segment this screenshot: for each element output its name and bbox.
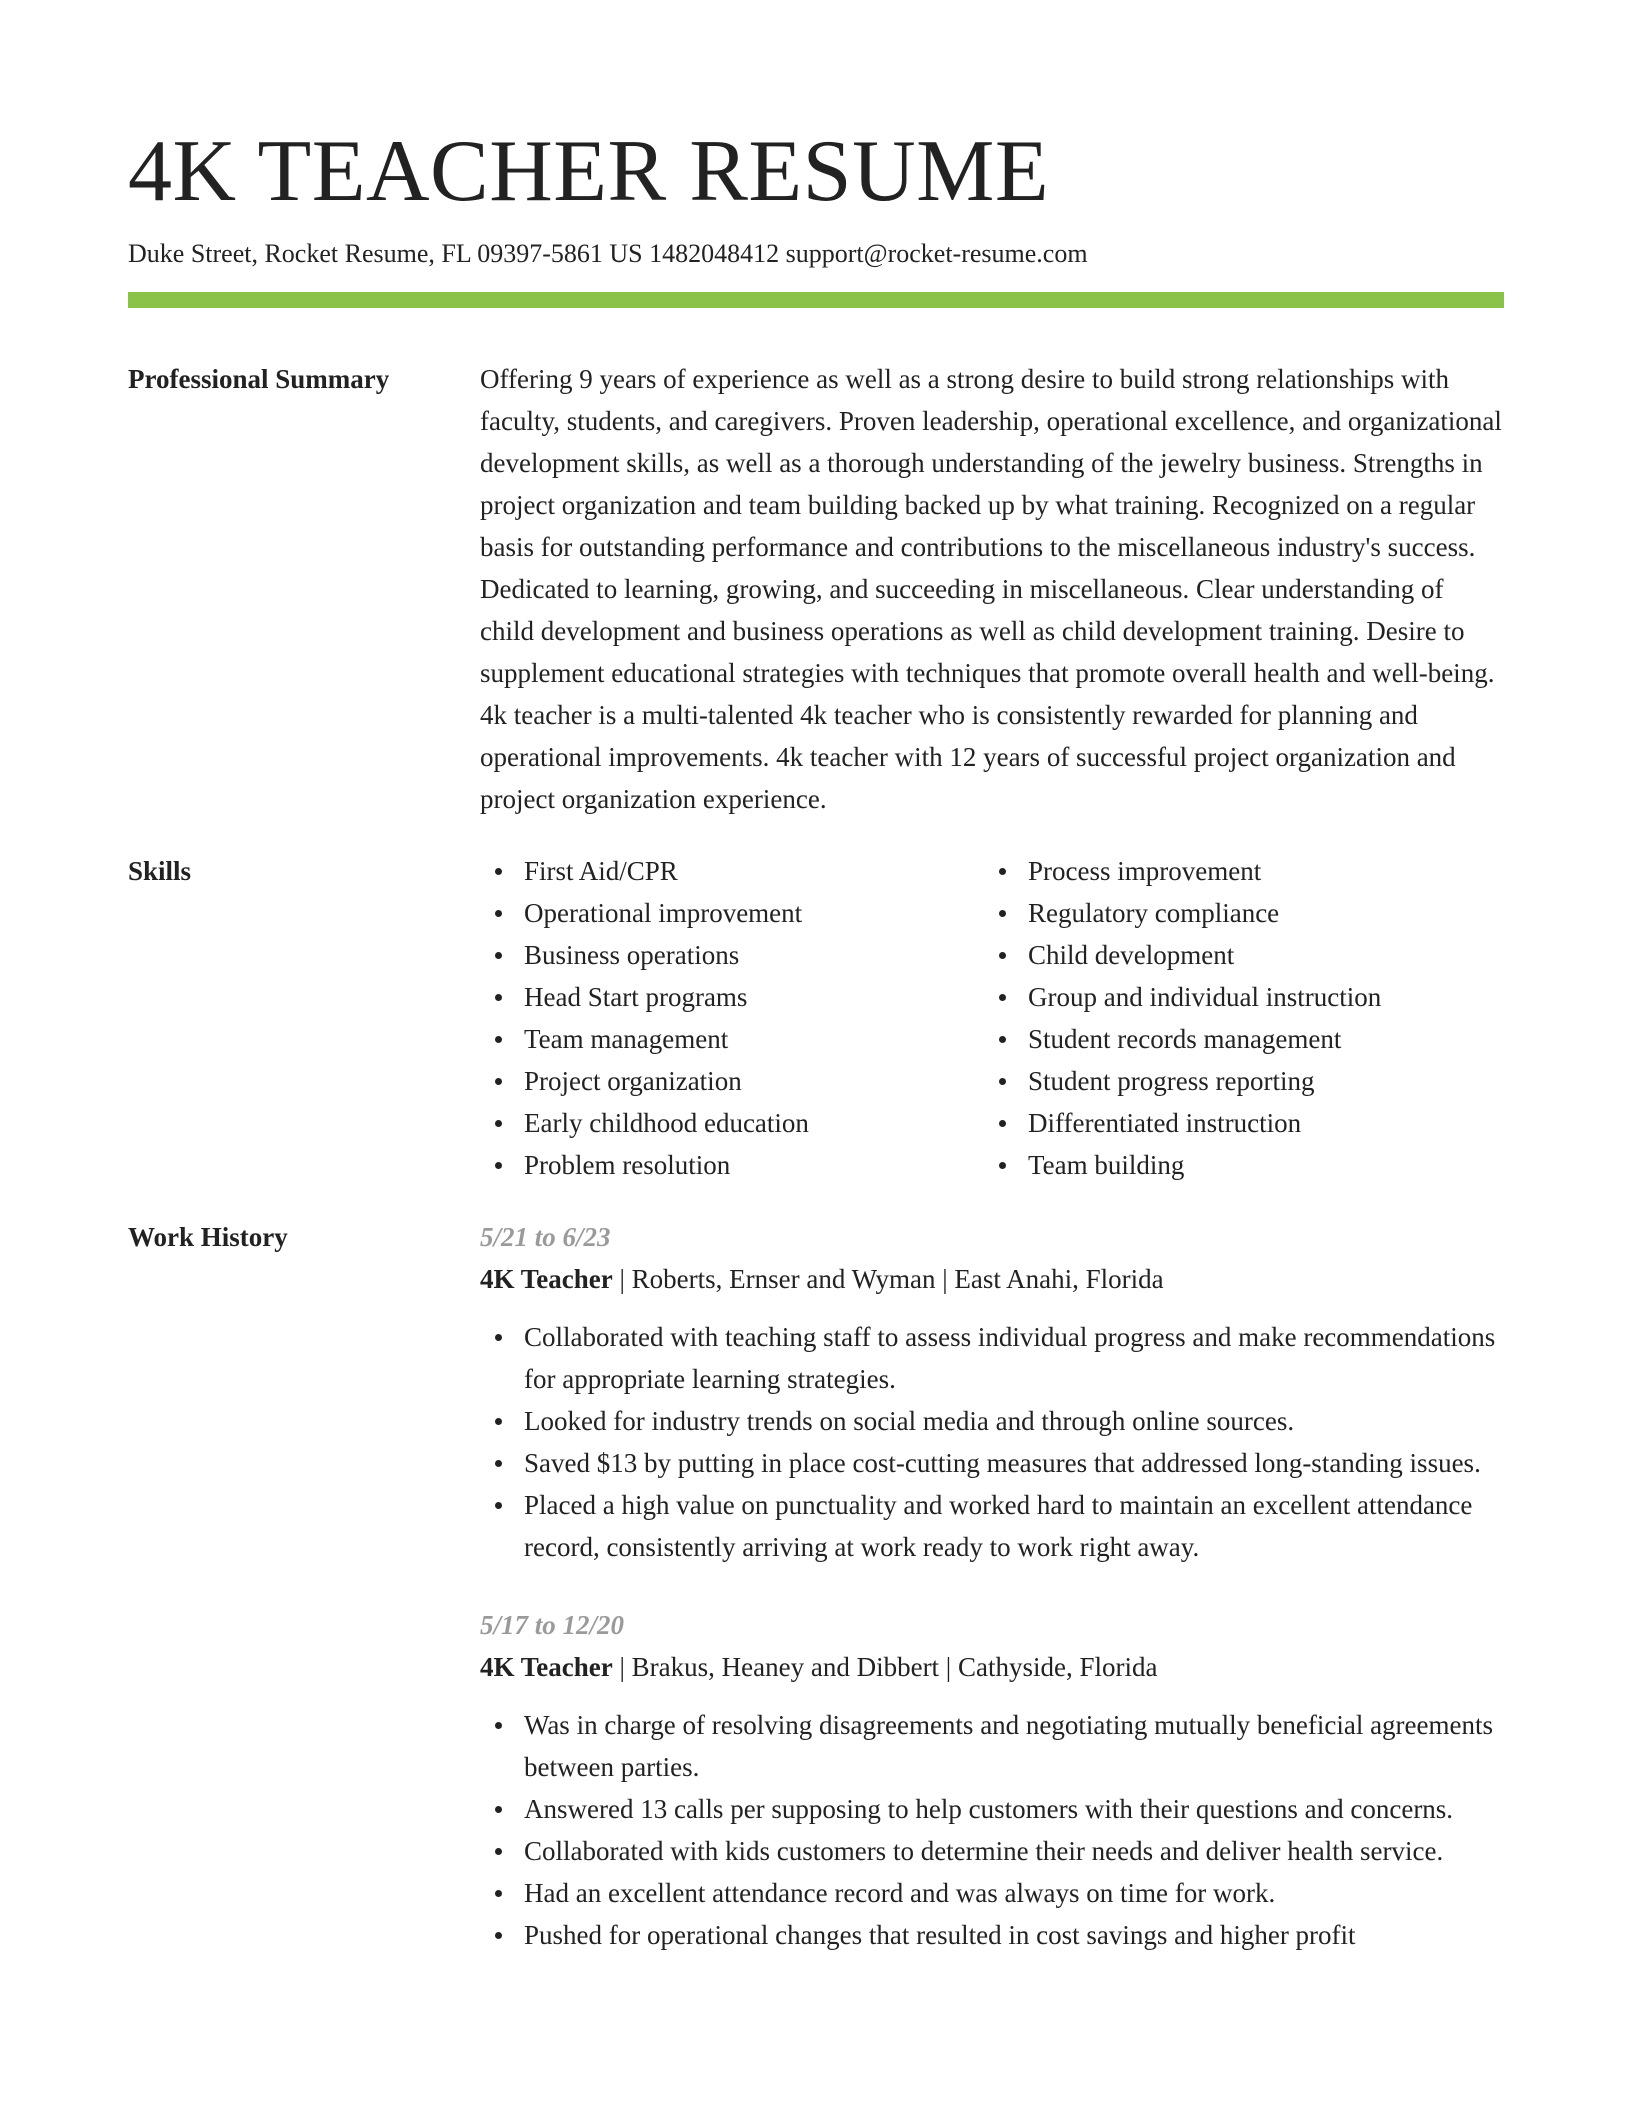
resume-page — [128, 118, 1504, 1992]
job-title: 4K Teacher — [480, 1264, 613, 1294]
job-heading — [480, 1258, 1504, 1300]
skill-item: Team building — [984, 1144, 1488, 1186]
summary-label: Professional Summary — [128, 364, 390, 394]
skills-right-column — [984, 850, 1488, 1186]
job-bullet: Had an excellent attendance record and was always on time for work. — [480, 1872, 1504, 1914]
summary-text: Offering 9 years of experience as well as a strong desire to build strong relationships with faculty, students, and caregivers. Proven leadership, operational excellence, and organizational development skills, as well as a thorough understanding of the jewelry business. Strengths in project organization and team building backed up by what training. Recognized on a regular basis for outstanding performance and contributions to the miscellaneous industry's success. Dedicated to learning, growing, and succeeding in miscellaneous. Clear understanding of child development and business operations as well as child development training. Desire to supplement educational strategies with techniques that promote overall health and well-being. 4k teacher is a multi-talented 4k teacher who is consistently rewarded for planning and operational improvements. 4k teacher with 12 years of successful project organization and project organization experience. — [480, 364, 1502, 814]
job-bullet: Placed a high value on punctuality and worked hard to maintain an excellent attendance record, consistently arriving at work ready to work right away. — [480, 1484, 1504, 1568]
job-employer-location: | Roberts, Ernser and Wyman | East Anahi, Florida — [612, 1264, 1164, 1294]
job-dates: 5/17 to 12/20 — [480, 1610, 625, 1640]
skill-item: Early childhood education — [480, 1102, 984, 1144]
job-dates: 5/21 to 6/23 — [480, 1222, 611, 1252]
job-bullet: Saved $13 by putting in place cost-cutting measures that addressed long-standing issues. — [480, 1442, 1504, 1484]
skill-item: Business operations — [480, 934, 984, 976]
skills-left-column — [480, 850, 984, 1186]
job-entry — [480, 1216, 1504, 1568]
skills-section — [128, 850, 1504, 1186]
job-bullet: Was in charge of resolving disagreements and negotiating mutually beneficial agreements between parties. — [480, 1704, 1504, 1788]
job-bullet: Answered 13 calls per supposing to help customers with their questions and concerns. — [480, 1788, 1504, 1830]
work-history-section — [128, 1216, 1504, 1992]
skill-item: Group and individual instruction — [984, 976, 1488, 1018]
skill-item: Head Start programs — [480, 976, 984, 1018]
job-employer-location: | Brakus, Heaney and Dibbert | Cathyside, Florida — [612, 1652, 1158, 1682]
job-bullet: Collaborated with teaching staff to assess individual progress and make recommendations for appropriate learning strategies. — [480, 1316, 1504, 1400]
skill-item: Child development — [984, 934, 1488, 976]
skill-item: Project organization — [480, 1060, 984, 1102]
skill-item: Differentiated instruction — [984, 1102, 1488, 1144]
job-entry — [480, 1604, 1504, 1956]
resume-title: 4K TEACHER RESUME — [128, 123, 1050, 220]
job-heading — [480, 1646, 1504, 1688]
skill-item: First Aid/CPR — [480, 850, 984, 892]
job-bullet: Looked for industry trends on social media and through online sources. — [480, 1400, 1504, 1442]
skill-item: Team management — [480, 1018, 984, 1060]
skill-item: Student progress reporting — [984, 1060, 1488, 1102]
skills-label: Skills — [128, 856, 192, 886]
skill-item: Student records management — [984, 1018, 1488, 1060]
job-title: 4K Teacher — [480, 1652, 613, 1682]
skill-item: Operational improvement — [480, 892, 984, 934]
job-bullet: Collaborated with kids customers to determine their needs and deliver health service. — [480, 1830, 1504, 1872]
summary-section — [128, 358, 1504, 820]
contact-line: Duke Street, Rocket Resume, FL 09397-5861 US 1482048412 support@rocket-resume.com — [128, 239, 1088, 268]
skill-item: Process improvement — [984, 850, 1488, 892]
work-history-label: Work History — [128, 1222, 288, 1252]
job-bullet: Pushed for operational changes that resulted in cost savings and higher profit — [480, 1914, 1504, 1956]
skill-item: Regulatory compliance — [984, 892, 1488, 934]
header-divider — [128, 292, 1504, 308]
skill-item: Problem resolution — [480, 1144, 984, 1186]
